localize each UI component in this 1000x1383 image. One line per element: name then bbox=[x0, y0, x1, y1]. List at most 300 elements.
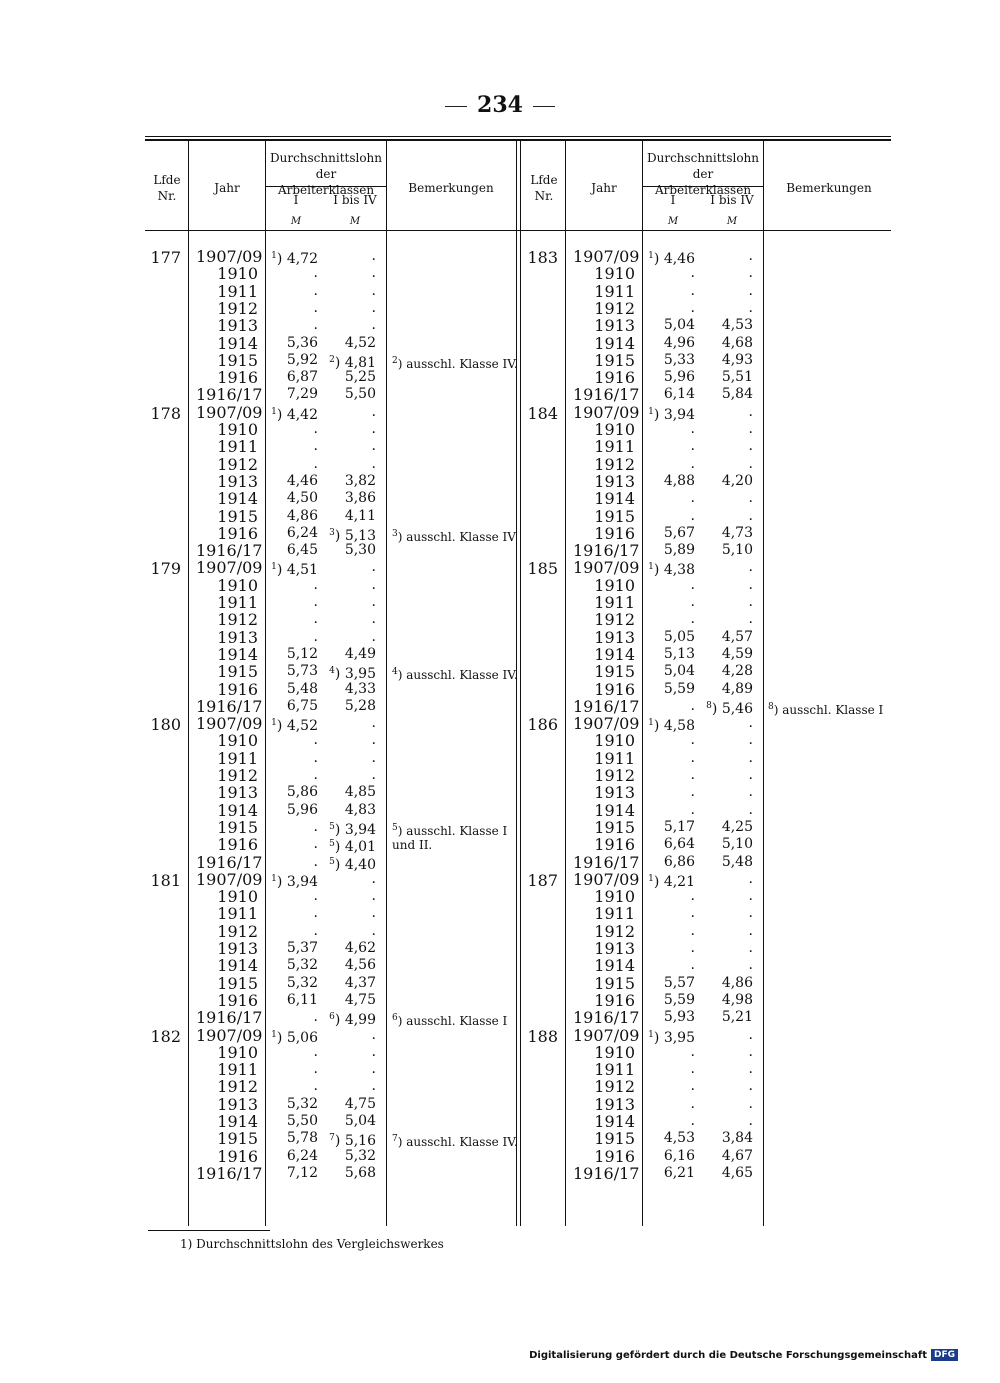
header-col-i-left: I bbox=[293, 193, 299, 207]
footer-credit-text: Digitalisierung gefördert durch die Deutsche Forschungsgemeinschaft bbox=[529, 1349, 927, 1361]
header-unit-iv-left: M bbox=[349, 216, 361, 227]
year-cell: 1907/09 bbox=[573, 558, 640, 578]
wage-class-i-iv-cell: $^7$) 5,16 bbox=[329, 1133, 376, 1150]
year-cell: 1911 bbox=[594, 1060, 635, 1080]
year-cell: 1915 bbox=[594, 506, 635, 526]
wage-class-i-iv-cell: 4,85 bbox=[344, 784, 376, 801]
wage-class-i-iv-cell: $^5$) 3,94 bbox=[329, 821, 376, 838]
wage-class-i-cell: $^1$) 4,38 bbox=[648, 562, 695, 579]
wage-class-i-iv-cell: . bbox=[371, 559, 376, 576]
header-col-i-iv-left: I bis IV bbox=[333, 193, 377, 207]
wage-class-i-iv-cell: . bbox=[748, 299, 753, 316]
year-cell: 1911 bbox=[217, 904, 258, 924]
wage-class-i-iv-cell: . bbox=[748, 1078, 753, 1095]
year-cell: 1911 bbox=[594, 437, 635, 457]
wage-class-i-iv-cell: $^5$) 4,01 bbox=[329, 839, 376, 856]
year-cell: 1907/09 bbox=[196, 1025, 263, 1045]
year-cell: 1907/09 bbox=[573, 869, 640, 889]
wage-class-i-iv-cell: . bbox=[748, 265, 753, 282]
year-cell: 1916 bbox=[217, 1146, 258, 1166]
year-cell: 1912 bbox=[217, 921, 258, 941]
wage-class-i-cell: . bbox=[313, 732, 318, 749]
year-cell: 1912 bbox=[594, 298, 635, 318]
wage-class-i-cell: 7,12 bbox=[286, 1164, 318, 1181]
wage-class-i-cell: 6,24 bbox=[286, 1147, 318, 1164]
remark: $^4$) ausschl. Klasse IV. bbox=[392, 667, 518, 683]
header-unit-i-left: M bbox=[290, 216, 302, 227]
remark: $^7$) ausschl. Klasse IV. bbox=[392, 1134, 518, 1150]
wage-class-i-iv-cell: . bbox=[748, 715, 753, 732]
wage-class-i-cell: 6,87 bbox=[286, 369, 318, 386]
year-cell: 1910 bbox=[594, 887, 635, 907]
year-cell: 1914 bbox=[217, 1112, 258, 1131]
wage-class-i-iv-cell: 5,21 bbox=[721, 1009, 753, 1026]
remark: $^8$) ausschl. Klasse I bbox=[768, 701, 884, 717]
year-cell: 1912 bbox=[217, 1077, 258, 1097]
year-cell: 1907/09 bbox=[196, 402, 263, 422]
year-cell: 1916 bbox=[594, 523, 635, 543]
wage-class-i-iv-cell: 4,86 bbox=[721, 974, 753, 991]
footnote: 1) Durchschnittslohn des Vergleichswerkes bbox=[180, 1237, 444, 1251]
year-cell: 1912 bbox=[594, 1077, 635, 1097]
year-cell: 1913 bbox=[217, 627, 258, 647]
year-cell: 1915 bbox=[594, 817, 635, 837]
footer-credit bbox=[529, 1349, 958, 1361]
wage-class-i-cell: $^1$) 4,58 bbox=[648, 718, 695, 735]
page-number-text: 234 bbox=[477, 92, 523, 118]
year-cell: 1910 bbox=[217, 264, 258, 284]
year-cell: 1914 bbox=[217, 956, 258, 976]
wage-class-i-iv-cell: . bbox=[748, 1061, 753, 1078]
header-lfde-nr-left: Lfde Nr. bbox=[153, 173, 181, 203]
year-cell: 1916 bbox=[217, 368, 258, 388]
wage-class-i-cell: 5,96 bbox=[286, 801, 318, 818]
wage-class-i-iv-cell: 5,30 bbox=[344, 542, 376, 559]
wage-class-i-iv-cell: . bbox=[748, 559, 753, 576]
wage-class-i-cell: . bbox=[313, 818, 318, 835]
wage-class-i-cell: . bbox=[313, 576, 318, 593]
year-cell: 1912 bbox=[594, 610, 635, 630]
year-cell: 1910 bbox=[594, 731, 635, 751]
wage-class-i-iv-cell: 5,10 bbox=[721, 542, 753, 559]
wage-class-i-cell: 6,16 bbox=[663, 1147, 695, 1164]
wage-class-i-iv-cell: 5,32 bbox=[344, 1147, 376, 1164]
wage-class-i-iv-cell: . bbox=[748, 403, 753, 420]
wage-class-i-iv-cell: 4,20 bbox=[721, 472, 753, 489]
wage-class-i-cell: 5,59 bbox=[663, 991, 695, 1008]
year-cell: 1911 bbox=[217, 593, 258, 612]
wage-class-i-cell: 5,17 bbox=[663, 818, 695, 835]
header-col-i-iv-right: I bis IV bbox=[710, 193, 754, 207]
dash-right bbox=[533, 106, 555, 107]
wage-class-i-cell: 7,29 bbox=[286, 386, 318, 403]
wage-class-i-cell: . bbox=[690, 265, 695, 282]
year-cell: 1913 bbox=[217, 1094, 258, 1114]
year-cell: 1916 bbox=[217, 835, 258, 855]
wage-class-i-iv-cell: . bbox=[748, 282, 753, 299]
year-cell: 1911 bbox=[217, 748, 258, 768]
lfde-nr: 183 bbox=[527, 248, 558, 267]
year-cell: 1912 bbox=[217, 610, 258, 630]
wage-class-i-cell: . bbox=[690, 507, 695, 524]
wage-class-i-iv-cell: 4,49 bbox=[344, 645, 376, 662]
wage-class-i-iv-cell: 4,25 bbox=[721, 818, 753, 835]
year-cell: 1912 bbox=[217, 766, 258, 785]
wage-class-i-iv-cell: . bbox=[748, 749, 753, 766]
wage-class-i-iv-cell: 4,57 bbox=[721, 628, 753, 645]
lfde-nr: 182 bbox=[150, 1026, 181, 1046]
year-cell: 1916 bbox=[217, 679, 258, 699]
wage-class-i-cell: 5,32 bbox=[286, 1095, 318, 1112]
wage-class-i-iv-cell: . bbox=[371, 455, 376, 472]
wage-class-i-iv-cell: . bbox=[371, 767, 376, 783]
lfde-nr: 180 bbox=[150, 715, 181, 735]
wage-class-i-cell: . bbox=[690, 1043, 695, 1060]
year-cell: 1912 bbox=[217, 454, 258, 474]
year-cell: 1916 bbox=[217, 990, 258, 1010]
vrule-right-lohn bbox=[763, 141, 764, 1226]
wage-class-i-iv-cell: . bbox=[748, 905, 753, 922]
wage-class-i-cell: . bbox=[690, 1078, 695, 1095]
wage-class-i-cell: 5,04 bbox=[663, 663, 695, 680]
wage-class-i-iv-cell: . bbox=[371, 248, 376, 264]
page-number bbox=[0, 92, 1000, 118]
wage-class-i-iv-cell: 4,93 bbox=[721, 351, 753, 368]
wage-class-i-iv-cell: 3,84 bbox=[721, 1130, 753, 1147]
year-cell: 1913 bbox=[217, 939, 258, 958]
wage-class-i-cell: . bbox=[690, 282, 695, 299]
wage-class-i-cell: $^1$) 3,95 bbox=[648, 1029, 695, 1046]
wage-class-i-cell: $^1$) 3,94 bbox=[271, 873, 318, 890]
wage-class-i-cell: 5,36 bbox=[286, 334, 318, 351]
vrule-left-lohn bbox=[386, 141, 387, 1226]
year-cell: 1911 bbox=[594, 904, 635, 924]
wage-class-i-iv-cell: . bbox=[748, 801, 753, 818]
wage-class-i-cell: $^1$) 4,42 bbox=[271, 406, 318, 423]
wage-class-i-cell: 5,59 bbox=[663, 680, 695, 697]
wage-class-i-iv-cell: . bbox=[748, 455, 753, 472]
year-cell: 1914 bbox=[594, 333, 635, 353]
wage-class-i-iv-cell: 4,52 bbox=[344, 334, 376, 351]
wage-class-i-cell: . bbox=[313, 594, 318, 610]
wage-class-i-cell: 4,86 bbox=[286, 507, 318, 524]
header-lfde-nr-right: Lfde Nr. bbox=[530, 173, 558, 203]
year-cell: 1913 bbox=[594, 471, 635, 491]
wage-class-i-cell: 6,64 bbox=[663, 836, 695, 853]
wage-class-i-cell: . bbox=[690, 784, 695, 801]
wage-class-i-cell: 5,73 bbox=[286, 663, 318, 680]
wage-class-i-iv-cell: . bbox=[748, 784, 753, 801]
wage-class-i-iv-cell: . bbox=[371, 888, 376, 905]
wage-class-i-iv-cell: 4,11 bbox=[344, 507, 376, 524]
year-cell: 1907/09 bbox=[573, 1025, 640, 1045]
year-cell: 1916 bbox=[217, 523, 258, 543]
dash-left bbox=[445, 106, 467, 107]
wage-class-i-cell: $^1$) 4,72 bbox=[271, 251, 318, 267]
footnote-rule bbox=[148, 1230, 270, 1231]
wage-class-i-cell: . bbox=[690, 455, 695, 472]
year-cell: 1914 bbox=[594, 956, 635, 976]
year-cell: 1915 bbox=[217, 350, 258, 370]
wage-class-i-cell: $^1$) 5,06 bbox=[271, 1029, 318, 1046]
wage-class-i-iv-cell: . bbox=[748, 1043, 753, 1060]
wage-class-i-cell: $^1$) 3,94 bbox=[648, 406, 695, 423]
wage-class-i-cell: 5,48 bbox=[286, 680, 318, 697]
year-cell: 1916/17 bbox=[573, 1163, 640, 1183]
wage-class-i-cell: . bbox=[313, 438, 318, 455]
wage-class-i-iv-cell: 4,73 bbox=[721, 524, 753, 541]
wage-class-i-cell: 5,04 bbox=[663, 317, 695, 334]
wage-class-i-cell: 6,21 bbox=[663, 1164, 695, 1181]
wage-class-i-iv-cell: 5,50 bbox=[344, 386, 376, 403]
wage-class-i-cell: . bbox=[690, 957, 695, 974]
wage-class-i-iv-cell: . bbox=[748, 922, 753, 939]
wage-class-i-cell: . bbox=[690, 767, 695, 783]
wage-class-i-iv-cell: . bbox=[371, 1026, 376, 1043]
wage-class-i-cell: . bbox=[313, 282, 318, 299]
wage-class-i-iv-cell: 4,83 bbox=[344, 801, 376, 818]
wage-class-i-cell: . bbox=[690, 421, 695, 437]
year-cell: 1910 bbox=[217, 887, 258, 907]
wage-class-i-cell: $^1$) 4,51 bbox=[271, 562, 318, 579]
wage-class-i-iv-cell: . bbox=[371, 611, 376, 628]
year-cell: 1910 bbox=[217, 1042, 258, 1062]
wage-class-i-iv-cell: . bbox=[748, 940, 753, 956]
wage-class-i-iv-cell: $^8$) 5,46 bbox=[706, 700, 753, 717]
wage-class-i-iv-cell: 4,62 bbox=[344, 940, 376, 956]
wage-class-i-cell: 5,33 bbox=[663, 351, 695, 368]
wage-class-i-cell: . bbox=[690, 611, 695, 628]
year-cell: 1915 bbox=[217, 506, 258, 526]
year-cell: 1916/17 bbox=[573, 385, 640, 405]
wage-class-i-cell: 5,92 bbox=[286, 351, 318, 368]
year-cell: 1916 bbox=[594, 990, 635, 1010]
wage-class-i-iv-cell: $^2$) 4,81 bbox=[329, 354, 376, 371]
year-cell: 1916/17 bbox=[196, 852, 263, 872]
wage-class-i-iv-cell: $^5$) 4,40 bbox=[329, 856, 376, 873]
wage-class-i-iv-cell: . bbox=[371, 403, 376, 420]
wage-class-i-cell: . bbox=[313, 853, 318, 870]
year-cell: 1913 bbox=[594, 627, 635, 647]
top-rule-thin bbox=[145, 136, 891, 137]
lfde-nr: 187 bbox=[527, 870, 558, 890]
wage-class-i-cell: $^1$) 4,46 bbox=[648, 251, 695, 267]
lfde-nr: 184 bbox=[527, 403, 558, 423]
wage-class-i-cell: . bbox=[690, 732, 695, 749]
wage-class-i-iv-cell: . bbox=[748, 1026, 753, 1043]
year-cell: 1911 bbox=[594, 593, 635, 612]
wage-class-i-cell: . bbox=[313, 922, 318, 939]
wage-class-i-cell: . bbox=[690, 940, 695, 956]
year-cell: 1910 bbox=[217, 420, 258, 439]
wage-class-i-cell: 4,88 bbox=[663, 472, 695, 489]
wage-class-i-cell: 5,96 bbox=[663, 369, 695, 386]
wage-class-i-cell: 4,53 bbox=[663, 1130, 695, 1147]
wage-class-i-iv-cell: . bbox=[748, 576, 753, 593]
year-cell: 1910 bbox=[217, 731, 258, 751]
remark: $^5$) ausschl. Klasse I und II. bbox=[392, 822, 508, 852]
wage-class-i-cell: 5,32 bbox=[286, 974, 318, 991]
wage-class-i-iv-cell: 3,86 bbox=[344, 490, 376, 507]
vrule-center-a bbox=[516, 141, 517, 1226]
wage-class-i-iv-cell: . bbox=[748, 888, 753, 905]
year-cell: 1911 bbox=[594, 281, 635, 301]
lfde-nr: 186 bbox=[527, 715, 558, 735]
wage-class-i-iv-cell: . bbox=[748, 611, 753, 628]
wage-class-i-iv-cell: . bbox=[371, 438, 376, 455]
year-cell: 1916/17 bbox=[196, 385, 263, 405]
wage-class-i-iv-cell: . bbox=[371, 317, 376, 334]
year-cell: 1907/09 bbox=[196, 558, 263, 578]
wage-class-i-iv-cell: 4,56 bbox=[344, 957, 376, 974]
year-cell: 1914 bbox=[594, 1112, 635, 1131]
wage-class-i-cell: . bbox=[313, 455, 318, 472]
wage-class-i-cell: . bbox=[690, 594, 695, 610]
wage-class-i-cell: . bbox=[313, 611, 318, 628]
wage-class-i-iv-cell: . bbox=[371, 732, 376, 749]
wage-class-i-cell: . bbox=[313, 749, 318, 766]
wage-class-i-cell: . bbox=[690, 749, 695, 766]
wage-class-i-iv-cell: . bbox=[371, 870, 376, 887]
vrule-center-b bbox=[520, 141, 521, 1226]
wage-class-i-cell: 6,86 bbox=[663, 853, 695, 870]
year-cell: 1912 bbox=[594, 766, 635, 785]
wage-class-i-cell: . bbox=[313, 299, 318, 316]
year-cell: 1916 bbox=[594, 368, 635, 388]
wage-class-i-iv-cell: . bbox=[371, 905, 376, 922]
wage-class-i-cell: . bbox=[690, 888, 695, 905]
year-cell: 1916/17 bbox=[196, 1008, 263, 1028]
wage-class-i-iv-cell: 4,68 bbox=[721, 334, 753, 351]
wage-class-i-cell: 6,24 bbox=[286, 524, 318, 541]
wage-class-i-cell: 5,13 bbox=[663, 645, 695, 662]
wage-class-i-cell: . bbox=[313, 628, 318, 645]
header-col-i-right: I bbox=[670, 193, 676, 207]
year-cell: 1916/17 bbox=[196, 541, 263, 561]
year-cell: 1915 bbox=[217, 817, 258, 837]
wage-class-i-iv-cell: . bbox=[371, 1061, 376, 1078]
year-cell: 1911 bbox=[217, 437, 258, 457]
wage-class-i-cell: 5,78 bbox=[286, 1130, 318, 1147]
year-cell: 1912 bbox=[594, 454, 635, 474]
wage-class-i-cell: . bbox=[313, 421, 318, 437]
wage-class-i-iv-cell: . bbox=[371, 265, 376, 282]
wage-class-i-cell: . bbox=[313, 1061, 318, 1078]
wage-class-i-iv-cell: 5,51 bbox=[721, 369, 753, 386]
wage-class-i-iv-cell: 5,28 bbox=[344, 697, 376, 714]
wage-class-i-cell: . bbox=[690, 576, 695, 593]
wage-class-i-cell: . bbox=[690, 801, 695, 818]
wage-class-i-iv-cell: . bbox=[748, 767, 753, 783]
lfde-nr: 181 bbox=[150, 870, 181, 890]
wage-class-i-cell: 5,89 bbox=[663, 542, 695, 559]
wage-class-i-cell: . bbox=[313, 1078, 318, 1095]
wage-class-i-cell: 5,32 bbox=[286, 957, 318, 974]
header-unit-i-right: M bbox=[667, 216, 679, 227]
wage-class-i-iv-cell: . bbox=[371, 594, 376, 610]
lfde-nr: 185 bbox=[527, 559, 558, 579]
wage-class-i-iv-cell: . bbox=[371, 1043, 376, 1060]
wage-class-i-cell: . bbox=[690, 1095, 695, 1112]
year-cell: 1914 bbox=[217, 800, 258, 820]
wage-class-i-iv-cell: . bbox=[371, 421, 376, 437]
wage-class-i-iv-cell: . bbox=[748, 594, 753, 610]
wage-class-i-iv-cell: . bbox=[371, 628, 376, 645]
year-cell: 1916/17 bbox=[573, 852, 640, 872]
lfde-nr: 178 bbox=[150, 403, 181, 423]
year-cell: 1914 bbox=[217, 489, 258, 509]
year-cell: 1910 bbox=[594, 1042, 635, 1062]
wage-class-i-iv-cell: . bbox=[371, 282, 376, 299]
wage-class-i-iv-cell: $^6$) 4,99 bbox=[329, 1012, 376, 1029]
wage-class-i-cell: 4,46 bbox=[286, 472, 318, 489]
dfg-logo: DFG bbox=[931, 1349, 958, 1361]
year-cell: 1916/17 bbox=[573, 696, 640, 716]
wage-class-i-iv-cell: 3,82 bbox=[344, 472, 376, 489]
year-cell: 1907/09 bbox=[196, 247, 263, 266]
wage-class-i-iv-cell: . bbox=[371, 749, 376, 766]
lfde-nr: 177 bbox=[150, 248, 181, 267]
wage-class-i-cell: 5,93 bbox=[663, 1009, 695, 1026]
wage-class-i-cell: 5,12 bbox=[286, 645, 318, 662]
wage-class-i-cell: . bbox=[690, 1113, 695, 1129]
year-cell: 1915 bbox=[594, 662, 635, 682]
year-cell: 1913 bbox=[217, 783, 258, 803]
year-cell: 1916/17 bbox=[196, 1163, 263, 1183]
wage-class-i-iv-cell: $^4$) 3,95 bbox=[329, 666, 376, 683]
wage-class-i-iv-cell: 5,10 bbox=[721, 836, 753, 853]
year-cell: 1915 bbox=[217, 1129, 258, 1149]
wage-class-i-iv-cell: 4,75 bbox=[344, 991, 376, 1008]
wage-class-i-cell: 6,14 bbox=[663, 386, 695, 403]
year-cell: 1916 bbox=[594, 1146, 635, 1166]
header-bemerkungen-right: Bemerkungen bbox=[786, 181, 872, 195]
wage-class-i-cell: . bbox=[313, 836, 318, 853]
wage-class-i-iv-cell: 4,89 bbox=[721, 680, 753, 697]
remark: $^6$) ausschl. Klasse I bbox=[392, 1013, 508, 1029]
year-cell: 1916 bbox=[594, 835, 635, 855]
wage-class-i-iv-cell: 4,28 bbox=[721, 663, 753, 680]
wage-class-i-iv-cell: . bbox=[371, 1078, 376, 1095]
wage-class-i-iv-cell: 5,48 bbox=[721, 853, 753, 870]
year-cell: 1915 bbox=[217, 662, 258, 682]
header-unit-iv-right: M bbox=[726, 216, 738, 227]
vrule-right-nr bbox=[565, 141, 566, 1226]
year-cell: 1910 bbox=[594, 420, 635, 439]
wage-class-i-iv-cell: 4,65 bbox=[721, 1164, 753, 1181]
wage-class-i-iv-cell: . bbox=[748, 1095, 753, 1112]
wage-class-i-cell: $^1$) 4,21 bbox=[648, 873, 695, 890]
wage-class-i-iv-cell: 4,67 bbox=[721, 1147, 753, 1164]
year-cell: 1915 bbox=[594, 350, 635, 370]
year-cell: 1916/17 bbox=[573, 541, 640, 561]
year-cell: 1907/09 bbox=[573, 402, 640, 422]
wage-class-i-cell: . bbox=[313, 767, 318, 783]
year-cell: 1914 bbox=[594, 800, 635, 820]
year-cell: 1913 bbox=[594, 316, 635, 336]
wage-class-i-cell: 5,67 bbox=[663, 524, 695, 541]
wage-class-i-cell: . bbox=[690, 905, 695, 922]
year-cell: 1913 bbox=[217, 316, 258, 336]
year-cell: 1911 bbox=[594, 748, 635, 768]
wage-class-i-iv-cell: 5,04 bbox=[344, 1113, 376, 1129]
wage-class-i-iv-cell: 4,33 bbox=[344, 680, 376, 697]
wage-class-i-cell: 5,37 bbox=[286, 940, 318, 956]
wage-class-i-cell: . bbox=[690, 299, 695, 316]
wage-class-i-iv-cell: . bbox=[748, 1113, 753, 1129]
year-cell: 1914 bbox=[594, 489, 635, 509]
wage-class-i-iv-cell: . bbox=[748, 248, 753, 264]
